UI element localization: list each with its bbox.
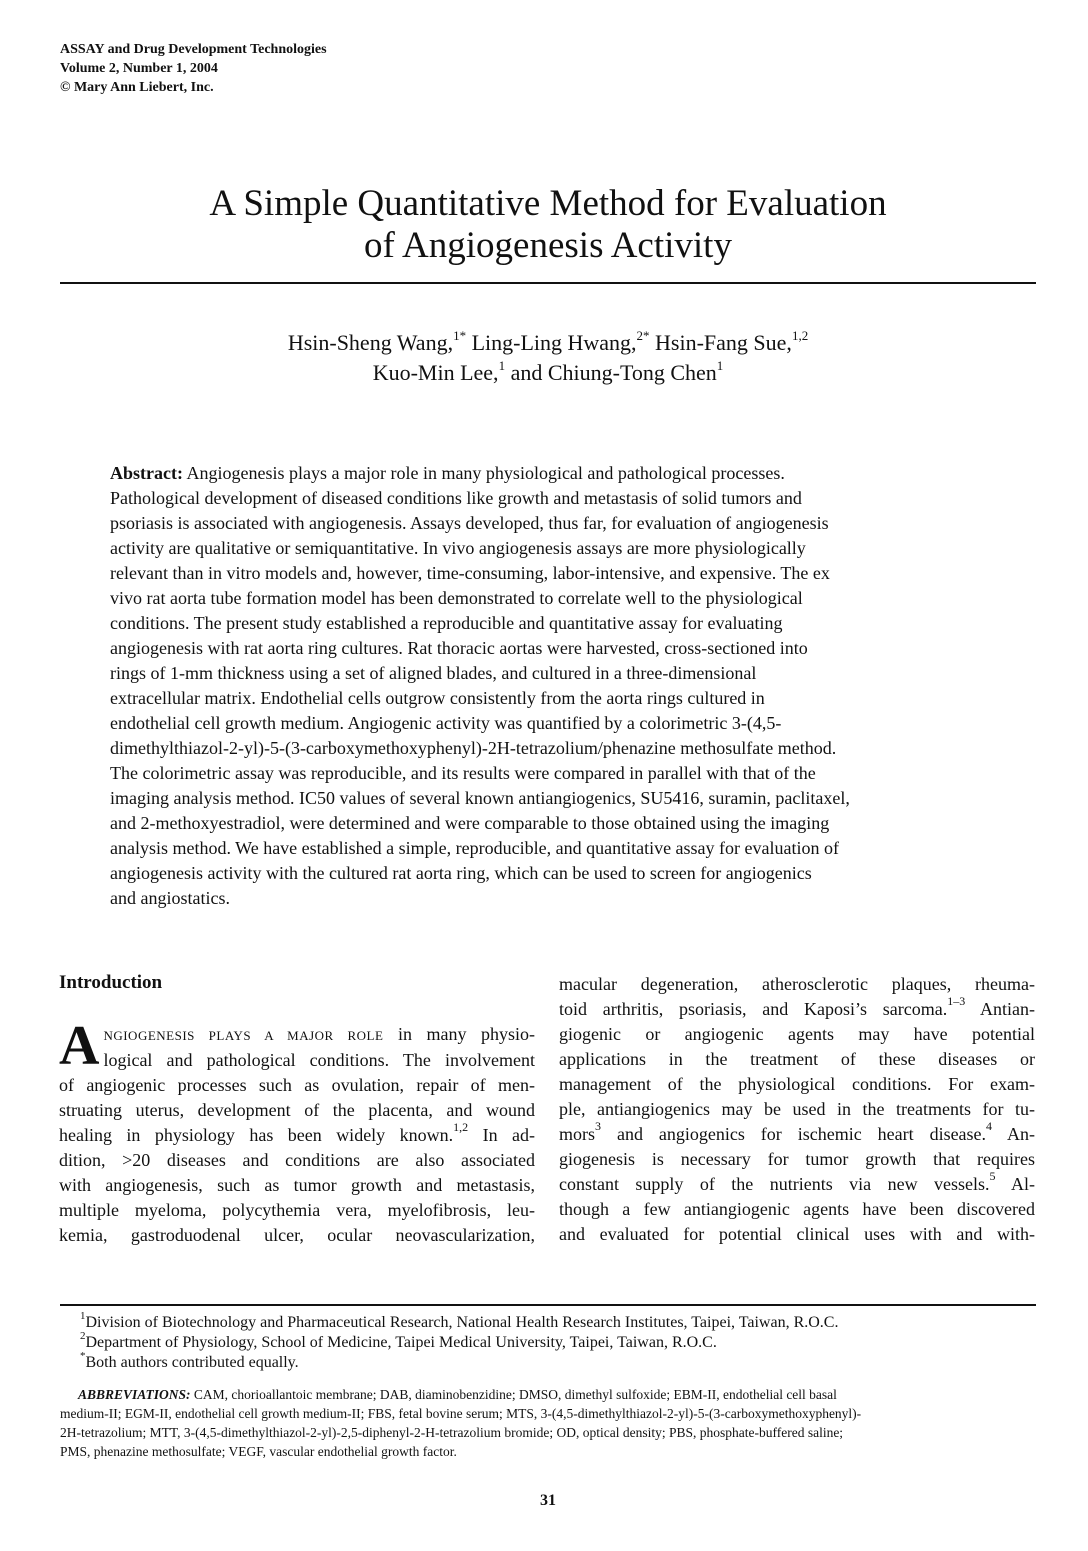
- author-line-1: [0, 328, 1088, 358]
- abstract-line: psoriasis is associated with angiogenesis. Assays developed, thus far, for evaluation of angiogenesis: [110, 513, 829, 533]
- body-line: struating uterus, development of the placenta, and wound: [59, 1100, 535, 1120]
- body-line: macular degeneration, atherosclerotic plaques, rheuma-: [559, 974, 1035, 994]
- abstract-line: Abstract: Angiogenesis plays a major role in many physiological and pathological processes.: [110, 463, 785, 483]
- author-affiliation-sup: 1,2: [791, 327, 809, 343]
- abbreviation-line: PMS, phenazine methosulfate; VEGF, vascular endothelial growth factor.: [60, 1444, 457, 1459]
- body-line: and evaluated for potential clinical uses with and with-: [559, 1224, 1035, 1244]
- body-line: dition, >20 diseases and conditions are also associated: [59, 1150, 535, 1170]
- body-line: toid arthritis, psoriasis, and Kaposi’s sarcoma.$^{1-3}$ Antian-: [559, 994, 1035, 1019]
- abstract-line: rings of 1-mm thickness using a set of aligned blades, and cultured in a three-dimensional: [110, 663, 757, 683]
- abstract: [110, 461, 990, 911]
- abstract-line: activity are qualitative or semiquantitative. In vivo angiogenesis assays are more physiologically: [110, 538, 806, 558]
- abstract-line: relevant than in vitro models and, however, time-consuming, labor-intensive, and expensive. The ex: [110, 563, 830, 583]
- abstract-line: and angiostatics.: [110, 888, 230, 908]
- abstract-line: analysis method. We have established a simple, reproducible, and quantitative assay for evaluation of: [110, 838, 839, 858]
- body-line: kemia, gastroduodenal ulcer, ocular neovascularization,: [59, 1225, 535, 1245]
- body-line: though a few antiangiogenic agents have been discovered: [559, 1199, 1035, 1219]
- title-line-1: A Simple Quantitative Method for Evaluation: [209, 183, 887, 224]
- body-line: healing in physiology has been widely known.$^{1,2}$ In ad-: [59, 1120, 536, 1145]
- author-affiliation-sup: 2*: [636, 327, 650, 343]
- journal-volume: Volume 2, Number 1, 2004: [60, 61, 218, 76]
- section-heading-introduction: Introduction: [59, 972, 163, 993]
- journal-header: [60, 40, 327, 97]
- body-line: mors$^3$ and angiogenics for ischemic heart disease.$^4$ An-: [559, 1119, 1035, 1144]
- abstract-line: angiogenesis activity with the cultured rat aorta ring, which can be used to screen for angiogenics: [110, 863, 812, 883]
- author-name: Hsin-Sheng Wang,: [287, 330, 454, 355]
- abstract-line: angiogenesis with rat aorta ring cultures. Rat thoracic aortas were harvested, cross-sectioned into: [110, 638, 808, 658]
- affiliation-2: $^2$Department of Physiology, School of Medicine, Taipei Medical University, Taipei, Taiwan, R.O.C.: [80, 1329, 717, 1351]
- body-line: logical and pathological conditions. The involvement: [103, 1050, 535, 1070]
- citation-sup: 1–3: [947, 994, 966, 1008]
- author-name: Hsin-Fang Sue,: [655, 330, 792, 355]
- abstract-line: dimethylthiazol-2-yl)-5-(3-carboxymethoxyphenyl)-2H-tetrazolium/phenazine methosulfate method.: [110, 738, 837, 758]
- author-affiliation-sup: 1: [498, 357, 506, 373]
- author-affiliation-sup: 1*: [453, 327, 467, 343]
- author-name: Kuo-Min Lee,: [372, 360, 499, 385]
- author-list: [0, 328, 1088, 388]
- drop-cap: A: [59, 1015, 100, 1077]
- body-line: NGIOGENESIS PLAYS A MAJOR ROLE in many physio-: [103, 1024, 536, 1044]
- article-title: [0, 183, 1088, 267]
- abstract-line: extracellular matrix. Endothelial cells outgrow consistently from the aorta rings cultured in: [110, 688, 765, 708]
- footnote-rule: [60, 1304, 1036, 1306]
- abstract-line: imaging analysis method. IC50 values of several known antiangiogenics, SU5416, suramin, paclitaxel,: [110, 788, 850, 808]
- title-line-2: of Angiogenesis Activity: [364, 225, 732, 266]
- equal-contribution-note: *Both authors contributed equally.: [80, 1349, 299, 1371]
- author-name: Chiung-Tong Chen: [547, 360, 717, 385]
- abbreviation-line: 2H-tetrazolium; MTT, 3-(4,5-dimethylthiazol-2-yl)-2,5-diphenyl-2-H-tetrazolium bromide; OD, optical density; PBS, phosphate-buffered saline;: [60, 1425, 844, 1440]
- affiliation-1: $^1$Division of Biotechnology and Pharmaceutical Research, National Health Research Institutes, Taipei, Taiwan, R.O.C.: [80, 1309, 839, 1331]
- body-line: applications in the treatment of these diseases or: [559, 1049, 1035, 1069]
- abstract-line: Pathological development of diseased conditions like growth and metastasis of solid tumors and: [110, 488, 802, 508]
- author-affiliation-sup: 1: [716, 357, 724, 373]
- body-line: ple, antiangiogenics may be used in the treatments for tu-: [559, 1099, 1035, 1119]
- body-line: multiple myeloma, polycythemia vera, myelofibrosis, leu-: [59, 1200, 535, 1220]
- journal-name: ASSAY and Drug Development Technologies: [60, 42, 327, 57]
- citation-sup: 3: [595, 1119, 601, 1133]
- author-conjunction: and: [510, 360, 543, 385]
- affiliations: [80, 1309, 839, 1373]
- citation-sup: 1,2: [453, 1120, 469, 1134]
- journal-copyright: © Mary Ann Liebert, Inc.: [60, 80, 214, 95]
- citation-sup: 4: [986, 1119, 993, 1133]
- abstract-label: Abstract:: [110, 463, 183, 483]
- body-line: giogenic or angiogenic agents may have potential: [559, 1024, 1035, 1044]
- abstract-line: conditions. The present study established a reproducible and quantitative assay for evaluating: [110, 613, 783, 633]
- body-line: giogenesis is necessary for tumor growth that requires: [559, 1149, 1035, 1169]
- author-line-2: [0, 358, 1088, 388]
- abbreviations-label: ABBREVIATIONS:: [78, 1387, 191, 1402]
- author-name: Ling-Ling Hwang,: [471, 330, 637, 355]
- body-line: management of the physiological conditions. For exam-: [559, 1074, 1035, 1094]
- abbreviation-line: medium-II; EGM-II, endothelial cell growth medium-II; FBS, fetal bovine serum; MTS, 3-(4,5-dimethylthiazol-2-yl)-5-(3-carboxymethoxyphenyl)-: [60, 1406, 862, 1421]
- intro-column-right: [559, 972, 1035, 1247]
- citation-sup: 5: [989, 1169, 996, 1183]
- abbreviation-line: ABBREVIATIONS: CAM, chorioallantoic membrane; DAB, diaminobenzidine; DMSO, dimethyl sulfoxide; EBM-II, endothelial cell basal: [78, 1387, 837, 1402]
- abstract-line: endothelial cell growth medium. Angiogenic activity was quantified by a colorimetric 3-(4,5-: [110, 713, 782, 733]
- abstract-line: and 2-methoxyestradiol, were determined and were comparable to those obtained using the imaging: [110, 813, 830, 833]
- intro-column-left: [59, 1015, 536, 1248]
- abstract-line: The colorimetric assay was reproducible, and its results were compared in parallel with that of the: [110, 763, 816, 783]
- body-line: of angiogenic processes such as ovulation, repair of men-: [59, 1075, 535, 1095]
- abstract-line: vivo rat aorta tube formation model has been demonstrated to correlate well to the physiological: [110, 588, 803, 608]
- abbreviations: [60, 1385, 1040, 1461]
- page-number: 31: [540, 1492, 556, 1509]
- body-line: with angiogenesis, such as tumor growth and metastasis,: [59, 1175, 535, 1195]
- small-caps-lead: NGIOGENESIS PLAYS A MAJOR ROLE: [103, 1028, 384, 1043]
- body-line: constant supply of the nutrients via new vessels.$^5$ Al-: [559, 1169, 1035, 1194]
- title-rule: [60, 282, 1036, 284]
